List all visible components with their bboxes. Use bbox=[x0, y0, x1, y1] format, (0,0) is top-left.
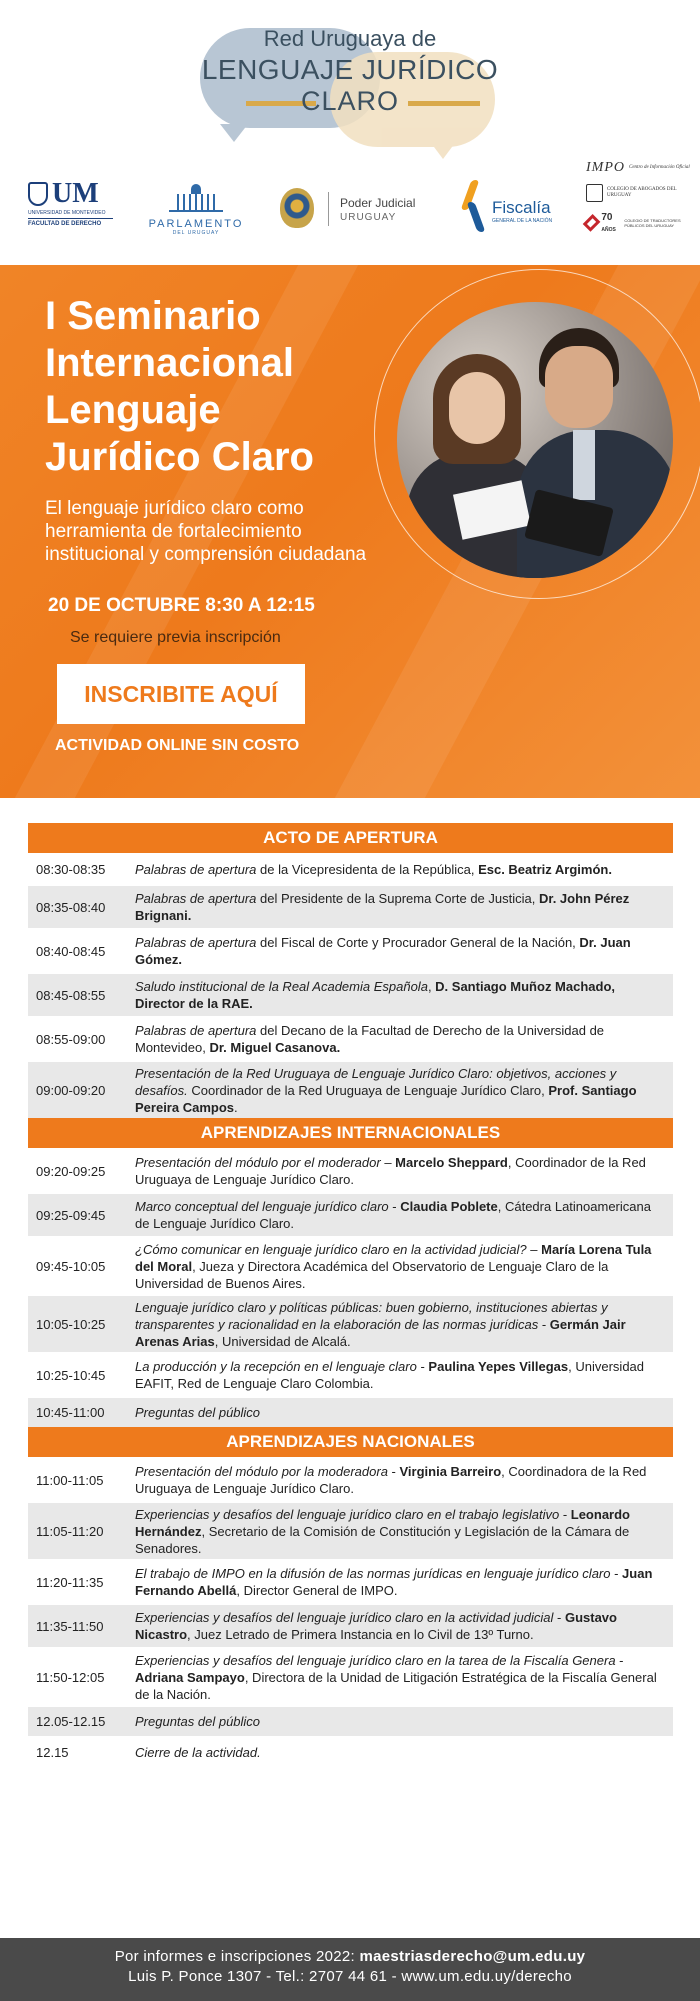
schedule-row bbox=[28, 1396, 673, 1427]
schedule-row bbox=[28, 1705, 673, 1736]
program-schedule bbox=[28, 823, 673, 1767]
schedule-description: Lenguaje jurídico claro y políticas públicas: buen gobierno, instituciones abiertas y transparentes y racionalidad en la elaboración de las normas jurídicas - Germán Jair Arenas Arias, Universidad de Alcalá. bbox=[135, 1299, 626, 1349]
schedule-row bbox=[28, 1559, 673, 1603]
schedule-description: Presentación de la Red Uruguaya de Lenguaje Jurídico Claro: objetivos, acciones y desafíos. Coordinador de la Red Uruguaya de Lenguaje Jurídico Claro, Prof. Santiago Pereira Campos. bbox=[135, 1065, 637, 1115]
schedule-description: Preguntas del público bbox=[135, 1405, 261, 1420]
schedule-row bbox=[28, 928, 673, 972]
schedule-time: 11:20-11:35 bbox=[36, 1574, 104, 1590]
event-date: 20 DE OCTUBRE 8:30 A 12:15 bbox=[48, 595, 315, 616]
coat-of-arms-icon bbox=[280, 188, 314, 228]
impo-logo: IMPO Centro de Información Oficial bbox=[586, 160, 690, 175]
schedule-time: 10:05-10:25 bbox=[36, 1316, 106, 1332]
schedule-time: 09:45-10:05 bbox=[36, 1258, 106, 1274]
schedule-description: La producción y la recepción en el lenguaje claro - Paulina Yepes Villegas, Universidad EAFIT, Red de Lenguaje Claro Colombia. bbox=[135, 1359, 645, 1391]
schedule-description: Preguntas del público bbox=[135, 1714, 261, 1729]
section-header: ACTO DE APERTURA bbox=[28, 823, 673, 853]
um-shield-icon bbox=[28, 182, 48, 206]
seminar-title: I Seminario Internacional Lenguaje Jurídico Claro bbox=[45, 294, 314, 479]
contact-footer bbox=[0, 1938, 700, 2001]
register-button[interactable]: INSCRIBITE AQUÍ bbox=[57, 664, 305, 724]
schedule-time: 08:35-08:40 bbox=[36, 899, 106, 915]
schedule-time: 10:45-11:00 bbox=[36, 1405, 105, 1420]
diamond-icon bbox=[583, 214, 601, 232]
network-header bbox=[0, 0, 700, 150]
schedule-time: 09:00-09:20 bbox=[36, 1082, 106, 1098]
schedule-description: ¿Cómo comunicar en lenguaje jurídico claro en la actividad judicial? – María Lorena Tula del Moral, Jueza y Directora Académica del Observatorio de Lenguaje Claro de la Universidad de Buenos Aires. bbox=[135, 1241, 652, 1291]
schedule-description: El trabajo de IMPO en la difusión de las normas jurídicas en lenguaje jurídico claro - Juan Fernando Abellá, Director General de IMPO. bbox=[135, 1566, 653, 1598]
schedule-description: Palabras de apertura de la Vicepresidenta de la República, Esc. Beatriz Argimón. bbox=[135, 862, 612, 877]
schedule-row bbox=[28, 1647, 673, 1705]
network-name-line2: LENGUAJE JURÍDICO bbox=[201, 54, 499, 85]
schedule-time: 11:05-11:20 bbox=[36, 1523, 104, 1539]
parliament-building-icon bbox=[169, 188, 223, 212]
network-name-line1: Red Uruguaya de bbox=[263, 26, 437, 51]
schedule-description: Palabras de apertura del Fiscal de Corte y Procurador General de la Nación, Dr. Juan Gómez. bbox=[135, 935, 631, 967]
schedule-description: Palabras de apertura del Presidente de la Suprema Corte de Justicia, Dr. John Pérez Brignani. bbox=[135, 891, 630, 923]
schedule-description: Cierre de la actividad. bbox=[135, 1745, 261, 1760]
schedule-row bbox=[28, 1294, 673, 1352]
seminar-hero bbox=[0, 265, 700, 798]
schedule-time: 08:30-08:35 bbox=[36, 862, 106, 877]
schedule-time: 08:55-09:00 bbox=[36, 1031, 106, 1047]
schedule-description: Presentación del módulo por el moderador – Marcelo Sheppard, Coordinador de la Red Uruguaya de Lenguaje Jurídico Claro. bbox=[135, 1155, 646, 1187]
section-header: APRENDIZAJES INTERNACIONALES bbox=[28, 1118, 673, 1148]
schedule-row bbox=[28, 1352, 673, 1396]
business-people-photo bbox=[397, 302, 673, 578]
seminar-subtitle: El lenguaje jurídico claro como herramienta de fortalecimiento institucional y comprensión ciudadana bbox=[45, 498, 367, 565]
colegio-traductores-logo: 70 AÑOS COLEGIO DE TRADUCTORES PÚBLICOS DEL URUGUAY bbox=[586, 212, 696, 234]
schedule-time: 12.05-12.15 bbox=[36, 1714, 106, 1729]
schedule-time: 09:25-09:45 bbox=[36, 1207, 106, 1223]
contact-email-link[interactable]: maestriasderecho@um.edu.uy bbox=[359, 1948, 586, 1965]
schedule-description: Experiencias y desafíos del lenguaje jurídico claro en la tarea de la Fiscalía Genera - Adriana Sampayo, Directora de la Unidad de Litigación Estratégica de la Fiscalía General de la Nación. bbox=[135, 1652, 657, 1702]
colegio-abogados-logo: COLEGIO DE ABOGADOS DEL URUGUAY bbox=[586, 184, 696, 202]
institution-logos-stack bbox=[586, 160, 696, 255]
fiscalia-mark-icon bbox=[460, 180, 486, 232]
schedule-time: 11:00-11:05 bbox=[36, 1472, 104, 1488]
schedule-row bbox=[28, 1192, 673, 1236]
schedule-time: 11:35-11:50 bbox=[36, 1618, 104, 1634]
fiscalia-logo: Fiscalía GENERAL DE LA NACIÓN bbox=[460, 180, 570, 240]
schedule-description: Marco conceptual del lenguaje jurídico claro - Claudia Poblete, Cátedra Latinoamericana de Lenguaje Jurídico Claro. bbox=[135, 1199, 651, 1231]
schedule-row bbox=[28, 1148, 673, 1192]
poder-judicial-logo: Poder Judicial URUGUAY bbox=[280, 188, 440, 238]
schedule-row bbox=[28, 1457, 673, 1501]
contact-line2: Luis P. Ponce 1307 - Tel.: 2707 44 61 - www.um.edu.uy/derecho bbox=[128, 1968, 572, 1985]
schedule-description: Experiencias y desafíos del lenguaje jurídico claro en la actividad judicial - Gustavo Nicastro, Juez Letrado de Primera Instancia en lo Civil de 13º Turno. bbox=[135, 1610, 617, 1642]
schedule-time: 09:20-09:25 bbox=[36, 1163, 106, 1179]
schedule-row bbox=[28, 1603, 673, 1647]
schedule-time: 08:40-08:45 bbox=[36, 943, 106, 959]
schedule-row bbox=[28, 1501, 673, 1559]
schedule-description: Saludo institucional de la Real Academia Española, D. Santiago Muñoz Machado, Director de la RAE. bbox=[135, 979, 616, 1011]
parlamento-logo: PARLAMENTO DEL URUGUAY bbox=[146, 188, 246, 238]
contact-line1: Por informes e inscripciones 2022: maestriasderecho@um.edu.uy bbox=[114, 1948, 586, 1965]
partner-logos bbox=[0, 150, 700, 265]
um-logo: UM UNIVERSIDAD DE MONTEVIDEO FACULTAD DE DERECHO bbox=[28, 180, 113, 240]
schedule-time: 08:45-08:55 bbox=[36, 987, 106, 1003]
network-name-line3: CLARO bbox=[300, 86, 400, 116]
registration-note: Se requiere previa inscripción bbox=[70, 629, 281, 646]
schedule-time: 10:25-10:45 bbox=[36, 1367, 106, 1383]
schedule-description: Palabras de apertura del Decano de la Facultad de Derecho de la Universidad de Montevideo, Dr. Miguel Casanova. bbox=[135, 1023, 605, 1055]
scales-icon bbox=[586, 184, 603, 202]
schedule-row bbox=[28, 1060, 673, 1118]
online-note: ACTIVIDAD ONLINE SIN COSTO bbox=[55, 737, 300, 754]
schedule-row bbox=[28, 884, 673, 928]
schedule-row bbox=[28, 853, 673, 884]
section-header: APRENDIZAJES NACIONALES bbox=[28, 1427, 673, 1457]
schedule-description: Experiencias y desafíos del lenguaje jurídico claro en el trabajo legislativo - Leonardo Hernández, Secretario de la Comisión de Constitución y Legislación de la Cámara de Senadores. bbox=[135, 1506, 630, 1556]
schedule-time: 11:50-12:05 bbox=[36, 1669, 105, 1685]
schedule-row bbox=[28, 1236, 673, 1294]
schedule-row bbox=[28, 972, 673, 1016]
schedule-row bbox=[28, 1736, 673, 1767]
schedule-time: 12.15 bbox=[36, 1745, 69, 1760]
schedule-description: Presentación del módulo por la moderadora - Virginia Barreiro, Coordinadora de la Red Uruguaya de Lenguaje Jurídico Claro. bbox=[135, 1464, 647, 1496]
schedule-row bbox=[28, 1016, 673, 1060]
